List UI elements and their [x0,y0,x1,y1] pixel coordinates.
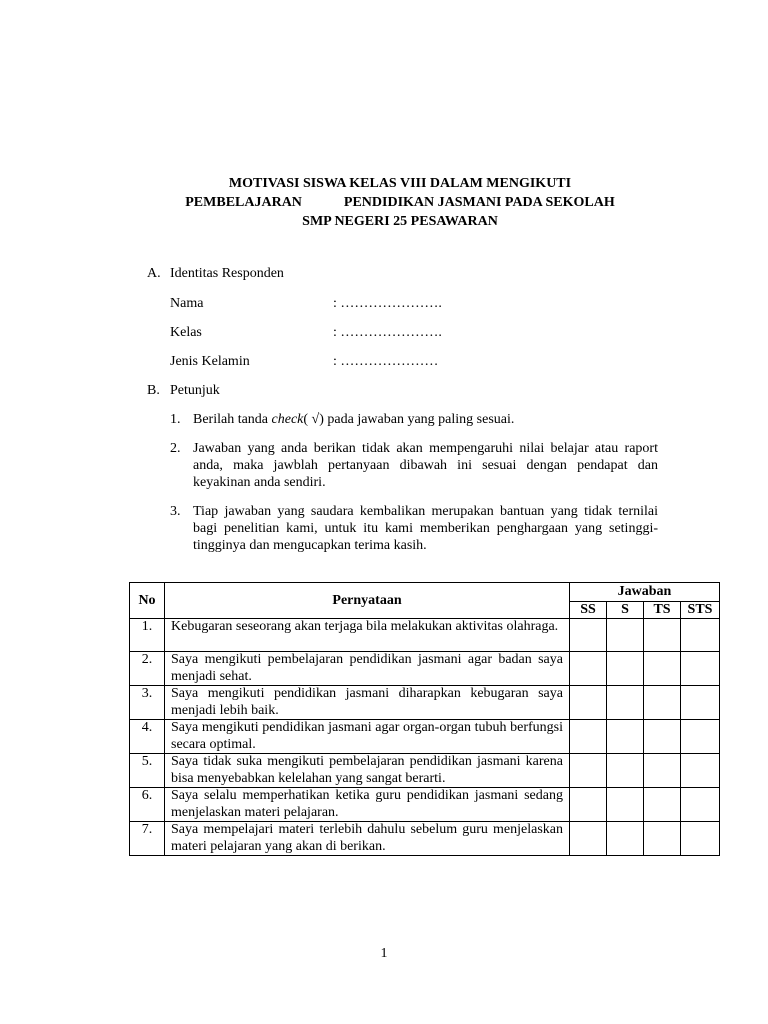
row-statement: Kebugaran seseorang akan terjaga bila melakukan aktivitas olahraga. [165,619,570,652]
instruction-number: 2. [170,441,181,456]
answer-cell-sts[interactable] [681,754,720,788]
instruction-text: Tiap jawaban yang saudara kembalikan merupakan bantuan yang tidak ternilai bagi penelitian kami, untuk itu kami memberikan penghargaan yang setinggi-tingginya dan mengucapkan terima kasih. [193,504,658,553]
answer-cell-ts[interactable] [644,652,681,686]
answer-cell-sts[interactable] [681,822,720,856]
header-no: No [130,583,165,619]
row-number: 4. [130,720,165,754]
answer-cell-s[interactable] [607,686,644,720]
field-jenis-kelamin [170,354,438,370]
row-number: 7. [130,822,165,856]
row-statement: Saya mempelajari materi terlebih dahulu sebelum guru menjelaskan materi pelajaran yang akan di berikan. [165,822,570,856]
answer-cell-s[interactable] [607,754,644,788]
instruction-number: 3. [170,504,181,519]
instruction-text-pre: Berilah tanda [193,412,272,427]
answer-cell-ss[interactable] [570,788,607,822]
table-row [130,754,720,788]
header-option-ss: SS [570,602,607,619]
answer-cell-ts[interactable] [644,788,681,822]
table-row [130,619,720,652]
field-kelas [170,325,442,341]
section-b-letter: B. [147,383,160,398]
row-statement: Saya mengikuti pendidikan jasmani agar organ-organ tubuh berfungsi secara optimal. [165,720,570,754]
row-statement: Saya selalu memperhatikan ketika guru pendidikan jasmani sedang menjelaskan materi pelajaran. [165,788,570,822]
answer-cell-ts[interactable] [644,754,681,788]
instruction-3 [170,503,658,554]
answer-cell-ts[interactable] [644,720,681,754]
row-number: 2. [130,652,165,686]
answer-cell-ss[interactable] [570,822,607,856]
title-line-1: MOTIVASI SISWA KELAS VIII DALAM MENGIKUTI [228,176,572,191]
field-blank: : …………………. [333,325,442,340]
table-row [130,822,720,856]
instruction-2 [170,440,658,491]
title-line-3: SMP NEGERI 25 PESAWARAN [302,214,498,229]
answer-cell-sts[interactable] [681,720,720,754]
answer-cell-s[interactable] [607,788,644,822]
answer-cell-sts[interactable] [681,619,720,652]
table-row [130,788,720,822]
row-number: 6. [130,788,165,822]
row-statement: Saya mengikuti pendidikan jasmani diharapkan kebugaran saya menjadi lebih baik. [165,686,570,720]
row-statement: Saya tidak suka mengikuti pembelajaran pendidikan jasmani karena bisa menyebabkan kelelahan yang sangat berarti. [165,754,570,788]
answer-cell-s[interactable] [607,652,644,686]
answer-cell-sts[interactable] [681,686,720,720]
section-a-heading [147,266,284,282]
answer-cell-sts[interactable] [681,788,720,822]
header-option-ts: TS [644,602,681,619]
instruction-1 [170,411,658,428]
table-row [130,720,720,754]
header-option-s: S [607,602,644,619]
answer-cell-sts[interactable] [681,652,720,686]
row-statement: Saya mengikuti pembelajaran pendidikan jasmani agar badan saya menjadi sehat. [165,652,570,686]
document-title [130,174,670,231]
section-a-title: Identitas Responden [170,266,284,281]
row-number: 1. [130,619,165,652]
answer-cell-ss[interactable] [570,652,607,686]
answer-cell-s[interactable] [607,822,644,856]
instruction-number: 1. [170,412,181,427]
header-answer: Jawaban [570,583,720,602]
table-row [130,652,720,686]
title-line-2: PEMBELAJARAN PENDIDIKAN JASMANI PADA SEKOLAH [185,195,615,210]
instruction-text-italic: check [271,412,304,427]
answer-cell-ss[interactable] [570,686,607,720]
row-number: 5. [130,754,165,788]
header-option-sts: STS [681,602,720,619]
table-row [130,686,720,720]
field-blank: : ………………… [333,354,439,369]
row-number: 3. [130,686,165,720]
field-label: Kelas [170,325,202,340]
questionnaire-table [129,582,720,856]
header-statement: Pernyataan [165,583,570,619]
field-label: Nama [170,296,204,311]
answer-cell-ss[interactable] [570,720,607,754]
field-label: Jenis Kelamin [170,354,250,369]
instruction-text [193,411,658,428]
answer-cell-ts[interactable] [644,822,681,856]
field-blank: : …………………. [333,296,442,311]
section-b-heading [147,383,220,399]
answer-cell-ss[interactable] [570,754,607,788]
answer-cell-ts[interactable] [644,686,681,720]
instruction-text: Jawaban yang anda berikan tidak akan mempengaruhi nilai belajar atau raport anda, maka jawblah pertanyaan dibawah ini sesuai dengan pendapat dan keyakinan anda sendiri. [193,441,658,490]
instruction-text-post: ( √) pada jawaban yang paling sesuai. [303,412,515,427]
answer-cell-s[interactable] [607,619,644,652]
section-a-letter: A. [147,266,161,281]
answer-cell-ss[interactable] [570,619,607,652]
section-b-title: Petunjuk [170,383,220,398]
page-number: 1 [380,946,388,961]
answer-cell-ts[interactable] [644,619,681,652]
answer-cell-s[interactable] [607,720,644,754]
field-nama [170,296,442,312]
